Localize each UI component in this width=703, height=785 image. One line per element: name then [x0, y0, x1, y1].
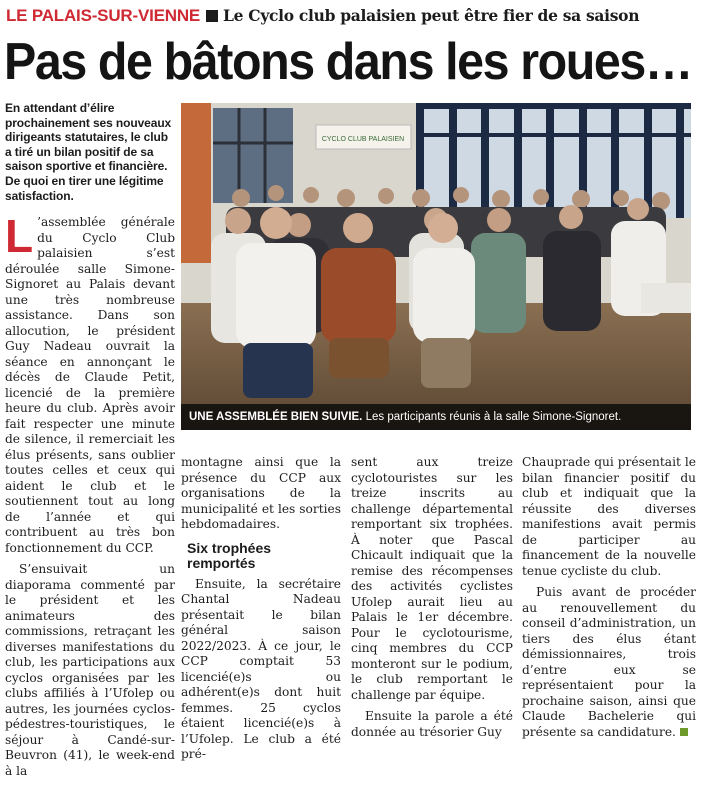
headline: Pas de bâtons dans les roues…: [4, 33, 692, 91]
photo-caption: [181, 404, 691, 430]
square-bullet-icon: [206, 10, 218, 22]
caption-title: UNE ASSEMBLÉE BIEN SUIVIE.: [189, 411, 363, 423]
end-square-icon: [680, 728, 688, 736]
paragraph-3: montagne ainsi que la présence du CCP aux organisations de la municipalité et les sorties hebdomadaires.: [181, 455, 341, 531]
article-column-2: [181, 455, 341, 769]
article-kicker: [6, 4, 698, 28]
article-column-3: [351, 455, 513, 746]
article-column-4: [522, 455, 696, 746]
banner-text: CYCLO CLUB PALAISIEN: [321, 136, 405, 143]
paragraph-6: Ensuite la parole a été donnée au trésorier Guy: [351, 709, 513, 739]
paragraph-4: Ensuite, la secrétaire Chantal Nadeau présentait le bilan général saison 2022/2023. À ce jour, le CCP comptait 53 licencié(e)s ou adhérent(e)s dont huit femmes. 25 cyclos étaient licencié(e)s à l’Ufolep. Le club a été pré-: [181, 576, 341, 761]
meeting-room-image: [181, 103, 691, 430]
drop-cap: L: [5, 210, 34, 262]
paragraph-5: sent aux treize cyclotouristes sur les treize inscrits au challenge départemental remportant six trophées. À noter que Pascal Chicault indiquait que la remise des récompenses des activités cyclistes Ufolep aurait lieu au Palais le 1er décembre. Pour le cyclotourisme, cinq membres du CCP monteront sur le podium, le club remportant le challenge par équipe.: [351, 455, 513, 702]
subheading: Six trophées remportés: [187, 539, 272, 571]
paragraph-8: Puis avant de procéder au renouvellement du conseil d’administration, un tiers des élus étant démissionnaires, trois d’entre eux se représentaient pour la prochaine saison, ainsi que Claude Bachelerie qui présente sa candidature.: [522, 585, 696, 739]
caption-text: Les participants réunis à la salle Simone-Signoret.: [365, 411, 622, 423]
location-label: LE PALAIS-SUR-VIENNE: [6, 6, 201, 25]
lead-paragraph: En attendant d’élire prochainement ses nouveaux dirigeants statutaires, le club a tiré un bilan positif de sa saison sportive et financière. De quoi en tirer une légitime satisfaction.: [5, 101, 172, 203]
paragraph-1: ’assemblée générale du Cyclo Club palaisien s’est déroulée salle Simone-Signoret au Palais devant une très nombreuse assistance. Dans son allocution, le président Guy Nadeau ouvrait la séance en annonçant le décès de Claude Petit, licencié de la première heure du club. Après avoir fait respecter une minute de silence, il remerciait les élus présents, sans oublier toutes celles et ceux qui aident le club et le soutiennent tout au long de l’année et qui contribuent au très bon fonctionnement du CCP.: [5, 215, 175, 555]
kicker-subtitle: Le Cyclo club palaisien peut être fier de sa saison: [223, 6, 640, 25]
article-photo: [181, 103, 691, 430]
paragraph-2: S’ensuivait un diaporama commenté par le président et les animateurs des commissions, retraçant les diverses manifestations du club, les participations aux cyclos organisées par les clubs affiliés à l’Ufolep ou autres, les journées cyclos-pédestres-touristiques, le séjour à Candé-sur-Beuvron (41), le week-end à la: [5, 562, 175, 778]
paragraph-7: Chauprade qui présentait le bilan financier positif du club et indiquait que la réussite des diverses manifestions avait permis de participer au financement de la nouvelle tenue cycliste du club.: [522, 455, 696, 578]
